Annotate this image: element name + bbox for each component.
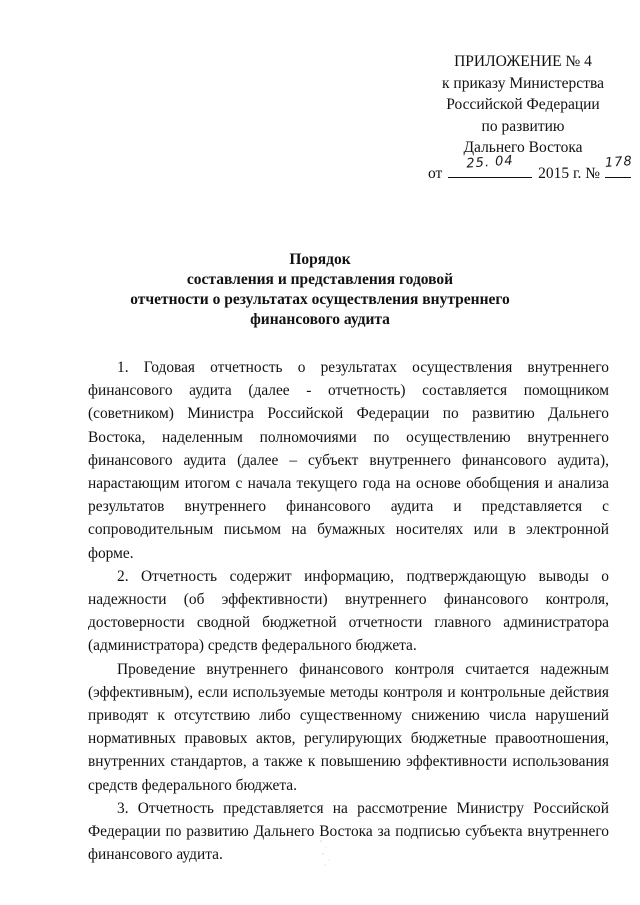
appendix-number: ПРИЛОЖЕНИЕ № 4 xyxy=(454,53,592,70)
appendix-header xyxy=(428,51,618,159)
order-number-field xyxy=(604,153,634,178)
title-line-4: финансового аудита xyxy=(250,311,390,328)
title-line-1: Порядок xyxy=(289,251,351,268)
order-year: 2015 г. № xyxy=(538,165,601,182)
order-reference: к приказу Министерства xyxy=(442,74,604,92)
handwritten-number: 178 xyxy=(604,153,634,171)
order-date-field xyxy=(448,153,532,178)
handwritten-date: 25. 04 xyxy=(466,153,515,172)
scan-artifact xyxy=(318,838,334,868)
date-prefix: от xyxy=(428,165,443,182)
ministry-name-line: Российской Федерации xyxy=(446,96,600,114)
title-line-2: составления и представления годовой xyxy=(186,271,454,288)
paragraph-1: 1. Годовая отчетность о результатах осуществления внутреннего финансового аудита (далее - отчетность) составляется помощником (советником) Министра Российской Федерации по развитию Дальнего Востока, наделенным полномочиями по осуществлению внутреннего финансового аудита (далее – субъект внутреннего финансового аудита), нарастающим итогом с начала текущего года на основе обобщения и анализа результатов внутреннего финансового аудита и представляется с сопроводительным письмом на бумажных носителях или в электронной форме. xyxy=(88,359,609,562)
paragraph-4: 3. Отчетность представляется на рассмотрение Министру Российской Федерации по развитию Дальнего Востока за подписью субъекта внутреннего финансового аудита. xyxy=(88,799,609,864)
paragraph-2: 2. Отчетность содержит информацию, подтверждающую выводы о надежности (об эффективности) внутреннего финансового контроля, достоверности сводной бюджетной отчетности главного администратора (администратора) средств федерального бюджета. xyxy=(88,567,609,655)
order-date-line xyxy=(428,153,638,184)
title-line-3: отчетности о результатах осуществления внутреннего xyxy=(130,291,510,308)
paragraph-3: Проведение внутреннего финансового контроля считается надежным (эффективным), если используемые методы контроля и контрольные действия приводят к отсутствию либо существенному снижению числа нарушений нормативных правовых актов, регулирующих бюджетные правоотношения, внутренних стандартов, а также к повышению эффективности использования средств федерального бюджета. xyxy=(88,660,609,794)
ministry-name-line-3: Дальнего Востока xyxy=(463,139,583,157)
document-body xyxy=(88,356,609,866)
document-title xyxy=(120,250,520,330)
ministry-name-line-2: по развитию xyxy=(481,117,565,135)
